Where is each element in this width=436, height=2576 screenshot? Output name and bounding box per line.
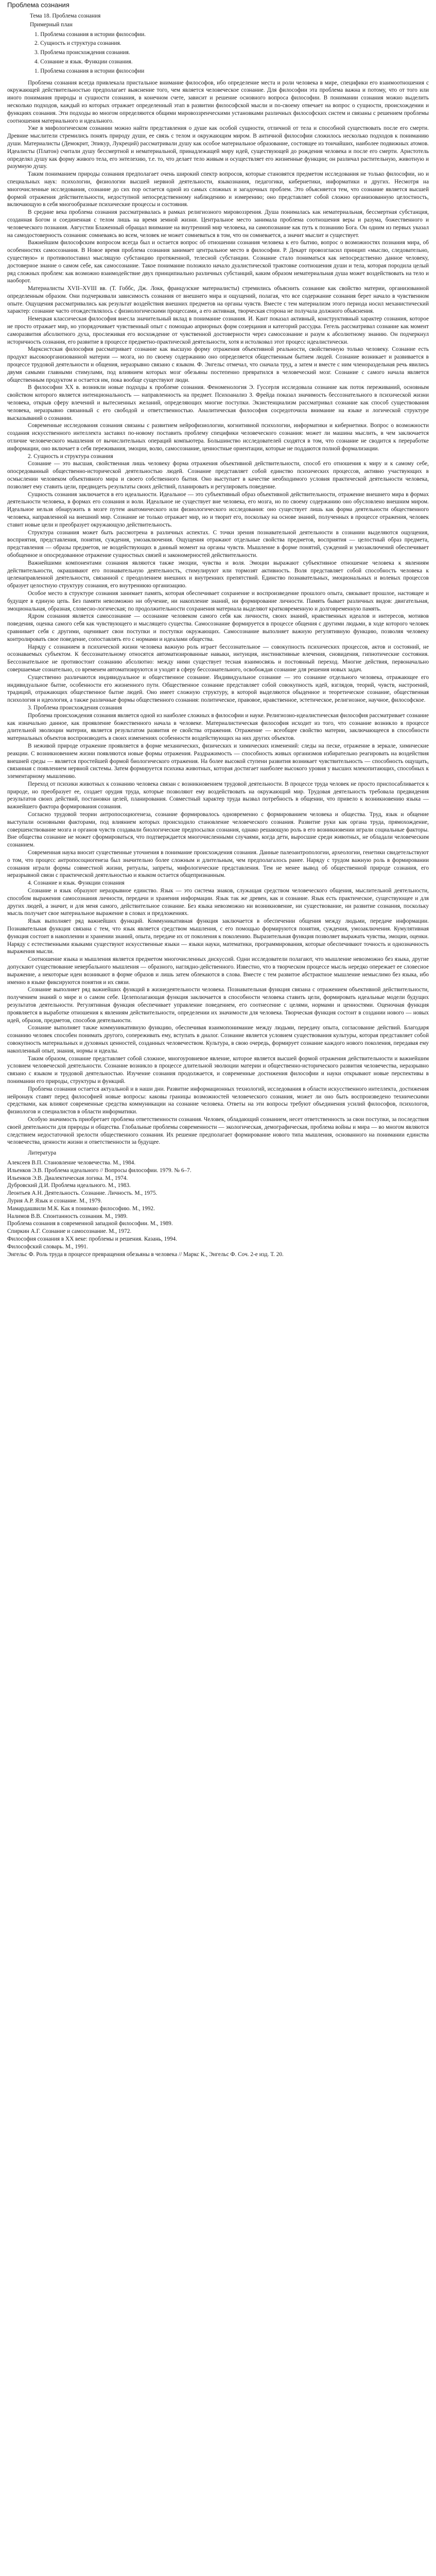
paragraph: В философии XX в. возникли новые подходы к проблеме сознания. Феноменология Э. Гуссерля исследовала сознание как поток переживаний, основным свойством которого является интенциональность — направленность на предмет. Психоанализ З. Фрейда показал значимость бессознательного в психической жизни человека, открыв сферу влечений и вытесненных желаний, определяющих многие поступки. Экзистенциализм рассматривал сознание как способ существования человека, неразрывно связанный с его свободой и ответственностью. Аналитическая философия сосредоточила внимание на языке и логической структуре высказываний о сознании.	[7, 384, 429, 421]
paragraph: В средние века проблема сознания рассматривалась в рамках религиозного мировоззрения. Душа понималась как нематериальная, бессмертная субстанция, созданная Богом и соединенная с телом лишь на время земной жизни. Центральное место занимала проблема соотношения веры и разума, божественного и человеческого познания. Августин Блаженный обращал внимание на внутренний мир человека, на самопознание как путь к познанию Бога. Он одним из первых указал на самодостоверность сознания: сомневаясь во всем, человек не может сомневаться в том, что он сомневается, а значит мыслит и существует.	[7, 209, 429, 239]
paragraph: В неживой природе отражение проявляется в форме механических, физических и химических изменений: следы на песке, отражение в зеркале, химические реакции. С возникновением жизни появляются новые формы отражения. Раздражимость — способность живых организмов избирательно реагировать на воздействия внешней среды — является простейшей формой биологического отражения. На более высокой ступени развития возникает чувствительность — способность ощущать, связанная с появлением нервной системы. Затем формируется психика животных, которая достигает наиболее высокого уровня у высших млекопитающих, способных к элементарному мышлению.	[7, 742, 429, 780]
literature-item: Мамардашвили М.К. Как я понимаю философию. М., 1992.	[7, 1205, 155, 1212]
paragraph: Таким образом, сознание представляет собой сложное, многоуровневое явление, которое является высшей формой отражения действительности и важнейшим условием человеческой деятельности. Сознание возникло в процессе длительной эволюции материи и общественно-исторического развития человечества, неразрывно связано с языком и трудовой деятельностью. Изучение сознания продолжается, и современные достижения философии и науки открывают новые перспективы в понимании его природы, структуры и функций.	[7, 1055, 429, 1084]
literature-item: Философия сознания в XX веке: проблемы и решения. Казань, 1994.	[7, 1235, 177, 1242]
paragraph: Структура сознания может быть рассмотрена в различных аспектах. С точки зрения познавательной деятельности в сознании выделяются ощущения, восприятия, представления, понятия, суждения, умозаключения. Ощущения отражают отдельные свойства предметов, восприятия — целостный образ предмета, представления — образы предметов, не воздействующих в данный момент на органы чувств. Мышление в форме понятий, суждений и умозаключений обеспечивает обобщенное и опосредованное отражение сущностных связей и закономерностей действительности.	[7, 529, 429, 558]
plan-item: 4. Сознание и язык. Функции сознания.	[34, 58, 133, 65]
paragraph: Сознание выполняет также коммуникативную функцию, обеспечивая взаимопонимание между людьми, передачу опыта, согласование действий. Благодаря сознанию человек способен понимать другого, сопереживать ему, вступать в диалог. Сознание является условием существования культуры, которая представляет собой совокупность материальных и духовных ценностей, созданных человечеством. Культура, в свою очередь, формирует сознание каждого нового поколения, передавая ему накопленный опыт, знания, нормы и идеалы.	[7, 1025, 429, 1054]
paragraph: Уже в мифологическом сознании можно найти представления о душе как особой сущности, отличной от тела и способной существовать после его смерти. Древние мыслители стремились понять природу души, ее связь с телом и окружающим миром. В античной философии сложилось несколько подходов к пониманию души. Материалисты (Демокрит, Эпикур, Лукреций) рассматривали душу как особое материальное образование, состоящее из тончайших, наиболее подвижных атомов. Идеалисты (Платон) считали душу бессмертной и нематериальной, принадлежащей миру идей, существующей до рождения человека и после его смерти. Аристотель определял душу как форму живого тела, его энтелехию, т.е. то, что делает тело живым и осуществляет его жизненные функции; он различал растительную, животную и разумную душу.	[7, 125, 429, 170]
paragraph: Соотношение языка и мышления является предметом многочисленных дискуссий. Одни исследователи полагают, что мышление невозможно без языка, другие допускают существование невербального мышления — образного, наглядно-действенного. Известно, что в творческом процессе мысль нередко опережает ее словесное выражение, а некоторые идеи возникают в форме образов и лишь затем облекаются в слова. Вместе с тем развитое абстрактное мышление немыслимо без языка, ибо именно в языке фиксируются понятия и их связи.	[7, 956, 429, 986]
paragraph: Согласно трудовой теории антропосоциогенеза, сознание формировалось одновременно с формированием человека и общества. Труд, язык и общение выступали основными факторами, под влиянием которых происходило становление человеческого сознания. Развитие руки как органа труда, прямохождение, совершенствование мозга и органов чувств создавали биологические предпосылки сознания, однако решающую роль в его возникновении играли социальные факторы. Вне общества сознание не может сформироваться, что подтверждается многочисленными случаями, когда дети, выросшие среди животных, не обладали человеческим сознанием.	[7, 811, 429, 849]
paragraph: Ядром сознания является самосознание — осознание человеком самого себя как личности, своих знаний, нравственных идеалов и интересов, мотивов поведения, оценка самого себя как чувствующего и мыслящего существа. Самосознание формируется в процессе общения с другими людьми, в ходе которого человек сравнивает себя с другими, оценивает свои поступки и поступки окружающих. Самосознание выполняет важную регулятивную функцию, позволяя человеку контролировать свое поведение, сопоставлять его с нормами и идеалами общества.	[7, 613, 429, 642]
literature-item: Энгельс Ф. Роль труда в процессе превращения обезьяны в человека // Маркс К., Энгельс Ф. Соч. 2-е изд. Т. 20.	[7, 1251, 284, 1258]
paragraph: Таким пониманием природы сознания предполагает очень широкий спектр вопросов, которые становятся предметом исследования не только философии, но и специальных наук: психологии, физиологии высшей нервной деятельности, языкознания, педагогики, кибернетики, информатики и других. Несмотря на многочисленные исследования, сознание до сих пор остается одной из самых сложных и загадочных проблем. Это объясняется тем, что сознание является высшей формой отражения действительности, недоступной непосредственному наблюдению и измерению; оно представляет собой сложно организованную целостность, включающую в себя многообразные психические процессы и состояния.	[7, 171, 429, 208]
paragraph: 3. Проблема происхождения сознания	[28, 704, 122, 711]
paragraph: Современные исследования сознания связаны с развитием нейрофизиологии, когнитивной психологии, информатики и кибернетики. Вопрос о возможности создания искусственного интеллекта заставил по-новому поставить проблему специфики человеческого сознания: может ли машина мыслить, в чем заключается отличие человеческого мышления от вычислительных операций компьютера. Большинство исследователей сходятся в том, что сознание не сводится к переработке информации, оно включает в себя переживания, эмоции, волю, самосознание, ценностные ориентации, которые не поддаются полной формализации.	[7, 422, 429, 452]
literature-item: Проблема сознания в современной западной философии. М., 1989.	[7, 1221, 173, 1227]
literature-item: Лурия А.Р. Язык и сознание. М., 1979.	[7, 1197, 102, 1204]
topic-heading: Тема 18. Проблема сознания	[30, 13, 101, 19]
paragraph: 4. Сознание и язык. Функции сознания	[28, 880, 125, 887]
plan-heading: Примерный план	[30, 21, 73, 28]
essay-body	[7, 79, 429, 1147]
literature-heading: Литература	[28, 1150, 57, 1157]
paragraph: Проблема сознания остается актуальной и в наши дни. Развитие информационных технологий, исследования в области искусственного интеллекта, достижения нейронаук ставят перед философией новые вопросы: каковы границы возможностей человеческого сознания, может ли оно быть воспроизведено техническими средствами, как влияют современные средства коммуникации на сознание человека. Ответы на эти вопросы требуют объединения усилий философов, психологов, физиологов и специалистов в области информатики.	[7, 1086, 429, 1115]
literature-item: Ильенков Э.В. Проблема идеального // Вопросы философии. 1979. № 6–7.	[7, 1167, 191, 1174]
paragraph: Особое место в структуре сознания занимает память, которая обеспечивает сохранение и воспроизведение прошлого опыта, связывает прошлое, настоящее и будущее в единую цепь. Без памяти невозможно ни обучение, ни накопление знаний, ни формирование личности. Память бывает различных видов: двигательная, эмоциональная, образная, словесно-логическая; по продолжительности сохранения материала выделяют кратковременную и долговременную память.	[7, 590, 429, 612]
plan-item: 3. Проблема происхождения сознания.	[34, 49, 130, 56]
literature-list	[7, 1159, 429, 1258]
paragraph: Сознание — это высшая, свойственная лишь человеку форма отражения объективной действительности, способ его отношения к миру и к самому себе, опосредованный общественно-исторической деятельностью людей. Сознание представляет собой единство психических процессов, активно участвующих в осмыслении человеком объективного мира и своего собственного бытия. Оно выступает в качестве необходимого условия практической деятельности человека, позволяет ему ставить цели, предвидеть результаты своих действий, планировать и регулировать поведение.	[7, 461, 429, 490]
paragraph: Марксистская философия рассматривает сознание как высшую форму отражения объективной реальности, свойственную только человеку. Сознание есть продукт высокоорганизованной материи — мозга, но по своему содержанию оно определяется общественным бытием людей. Сознание возникает и развивается в процессе трудовой деятельности и общения, неразрывно связано с языком. Ф. Энгельс отмечал, что сначала труд, а затем и вместе с ним членораздельная речь явились двумя самыми главными стимулами, под влиянием которых мозг обезьяны постепенно превратился в человеческий мозг. Сознание с самого начала является общественным продуктом и остается им, пока вообще существуют люди.	[7, 346, 429, 383]
paragraph: Особую значимость приобретает проблема ответственности сознания. Человек, обладающий сознанием, несет ответственность за свои поступки, за последствия своей деятельности для природы и общества. Глобальные проблемы современности — экологическая, демографическая, проблема войны и мира — во многом являются следствием недостаточной зрелости общественного сознания. Их решение предполагает формирование нового типа мышления, основанного на понимании единства человечества, ценности жизни и ответственности за будущее.	[7, 1116, 429, 1146]
literature-item: Дубровский Д.И. Проблема идеального. М., 1983.	[7, 1182, 131, 1189]
literature-item: Леонтьев А.Н. Деятельность. Сознание. Личность. М., 1975.	[7, 1190, 158, 1197]
plan-item: 2. Сущность и структура сознания.	[34, 40, 121, 47]
plan-list	[7, 31, 429, 75]
paragraph: Сознание и язык образуют неразрывное единство. Язык — это система знаков, служащая средством человеческого общения, мыслительной деятельности, способом выражения самосознания личности, передачи и хранения информации. Язык так же древен, как и сознание. Язык есть практическое, существующее и для других людей, а значит, и для меня самого, действительное сознание. Без языка невозможно ни возникновение, ни существование, ни развитие сознания, поскольку мысль получает свое материальное выражение в словах и предложениях.	[7, 888, 429, 917]
paragraph: Важнейшими компонентами сознания являются также эмоции, чувства и воля. Эмоции выражают субъективное отношение человека к явлениям действительности, окрашивают его познавательную деятельность, стимулируют или тормозят активность. Воля представляет собой способность человека к целенаправленной деятельности, связанной с преодолением внешних и внутренних препятствий. Единство познавательных, эмоциональных и волевых процессов образует целостную структуру сознания, его внутреннюю организацию.	[7, 560, 429, 589]
paragraph: Переход от психики животных к сознанию человека связан с возникновением трудовой деятельности. В процессе труда человек не просто приспосабливается к природе, но преобразует ее, создает орудия труда, которые позволяют ему воздействовать на окружающий мир. Трудовая деятельность требовала предвидения результатов своих действий, постановки целей, планирования. Совместный характер труда вызвал потребность в общении, что привело к возникновению языка — важнейшего фактора формирования сознания.	[7, 781, 429, 810]
plan-item: 1. Проблема сознания в истории философии	[34, 67, 145, 74]
document-page	[0, 1, 436, 2576]
paragraph: Сознание выполняет ряд важнейших функций в жизнедеятельности человека. Познавательная функция связана с отражением объективной действительности, получением знаний о мире и о самом себе. Целеполагающая функция заключается в способности человека ставить цели, формировать идеальные модели будущих результатов деятельности. Регулятивная функция обеспечивает управление поведением, его соотнесение с целями, нормами и ценностями. Оценочная функция проявляется в выработке отношения к явлениям действительности, определении их значимости для человека. Творческая функция состоит в создании нового — новых идей, образов, предметов, способов деятельности.	[7, 987, 429, 1024]
paragraph: Немецкая классическая философия внесла значительный вклад в понимание сознания. И. Кант показал активный, конструктивный характер сознания, которое не просто отражает мир, но упорядочивает чувственный опыт с помощью априорных форм созерцания и категорий рассудка. Гегель рассматривал сознание как момент саморазвития абсолютного духа, прослеживая его восхождение от чувственной достоверности через самосознание и разум к абсолютному знанию. Он подчеркнул историчность сознания, его развитие в процессе предметно-практической деятельности, хотя и истолковал этот процесс идеалистически.	[7, 316, 429, 345]
paragraph: Проблема происхождения сознания является одной из наиболее сложных в философии и науке. Религиозно-идеалистическая философия рассматривает сознание как изначально данное, как проявление божественного начала в человеке. Материалистическая философия исходит из того, что сознание возникло в процессе длительной эволюции материи, является результатом развития ее свойства отражения. Отражение — всеобщее свойство материи, заключающееся в способности материальных объектов воспроизводить в своих изменениях особенности воздействующих на них других объектов.	[7, 712, 429, 742]
plan-item: 1. Проблема сознания в истории философии.	[34, 31, 146, 38]
paragraph: Материалисты XVII–XVIII вв. (Т. Гоббс, Дж. Локк, французские материалисты) стремились объяснить сознание как свойство материи, организованной определенным образом. Они подчеркивали зависимость сознания от внешнего мира и ощущений, полагая, что все содержание сознания берет начало в чувственном опыте. Ощущения рассматривались как результат воздействия внешних предметов на органы чувств. Вместе с тем материализм этого периода носил механистический характер: сознание часто отождествлялось с физиологическими процессами, а его активная, творческая сторона не получала должного объяснения.	[7, 285, 429, 315]
literature-item: Ильенков Э.В. Диалектическая логика. М., 1974.	[7, 1175, 128, 1181]
paragraph: Сущность сознания заключается в его идеальности. Идеальное — это субъективный образ объективной действительности, отражение внешнего мира в формах деятельности человека, в формах его сознания и воли. Идеальное не существует вне человека, его мозга, но по своему содержанию оно обусловлено внешним миром. Идеальное нельзя обнаружить в мозге путем анатомического или физиологического исследования: оно существует лишь как форма деятельности общественного человека, направленной на внешний мир. Сознание не только отражает мир, но и творит его, поскольку на основе знаний, полученных в процессе отражения, человек ставит новые цели и преобразует окружающую действительность.	[7, 491, 429, 528]
literature-item: Алексеев В.П. Становление человечества. М., 1984.	[7, 1159, 136, 1166]
literature-item: Налимов В.В. Спонтанность сознания. М., 1989.	[7, 1213, 128, 1219]
paragraph: Проблема сознания всегда привлекала пристальное внимание философов, ибо определение места и роли человека в мире, специфики его взаимоотношения с окружающей действительностью предполагает выяснение того, чем является человеческое сознание. Для философии эта проблема важна и потому, что от того или иного понимания природы и сущности сознания, в конечном счете, зависит и решение основного вопроса философии. В понимании сознания можно выделить несколько подходов, каждый из которых отражает определенный этап в развитии философской мысли и по-своему отвечает на вопрос о сущности, происхождении и функциях сознания. Эти подходы во многом определяются общими мировоззренческими установками различных философских систем и связаны с решением проблемы соотношения материального и идеального.	[7, 79, 429, 124]
literature-item: Философский словарь. М., 1991.	[7, 1243, 88, 1250]
paragraph: Язык выполняет ряд важнейших функций. Коммуникативная функция заключается в обеспечении общения между людьми, передаче информации. Познавательная функция связана с тем, что язык является средством мышления, с его помощью формируются понятия, суждения, умозаключения. Кумулятивная функция состоит в накоплении и хранении знаний, опыта, передаче их от поколения к поколению. Выразительная функция позволяет выражать чувства, эмоции, оценки. Наряду с естественными языками существуют искусственные языки — языки науки, математики, программирования, которые обеспечивают точность и однозначность выражения мысли.	[7, 918, 429, 955]
paragraph: 2. Сущность и структура сознания	[28, 453, 113, 460]
document-title: Проблема сознания	[7, 1, 69, 9]
literature-section	[7, 1149, 429, 1258]
paragraph: Наряду с сознанием в психической жизни человека важную роль играет бессознательное — совокупность психических процессов, актов и состояний, не осознаваемых субъектом. К бессознательному относятся автоматизированные навыки, интуиция, инстинктивные влечения, сновидения, гипнотические состояния. Бессознательное не противостоит сознанию абсолютно: между ними существует тесная взаимосвязь и постоянный переход. Многие действия, первоначально совершаемые сознательно, со временем автоматизируются и уходят в сферу бессознательного, освобождая сознание для решения новых задач.	[7, 643, 429, 673]
paragraph: Важнейшим философским вопросом всегда был и остается вопрос об отношении сознания человека к его бытию, вопрос о возможностях познания мира, об особенностях самосознания. В Новое время проблема сознания занимает центральное место в философии. Р. Декарт провозгласил принцип «мыслю, следовательно, существую» и противопоставил мыслящую субстанцию протяженной, телесной субстанции. Сознание стало пониматься как непосредственно данное человеку, достоверное знание о самом себе, как самосознание. Такое понимание положило начало дуалистической трактовке соотношения души и тела, которая породила целый ряд сложных проблем: как возможно взаимодействие двух принципиально различных субстанций, каким образом нематериальная душа может воздействовать на тело и наоборот.	[7, 240, 429, 284]
paragraph: Современная наука вносит существенные уточнения в понимание происхождения сознания. Данные палеоантропологии, археологии, генетики свидетельствуют о том, что процесс антропосоциогенеза был значительно более сложным и длительным, чем предполагалось ранее. Наряду с трудом важную роль в формировании сознания играли формы совместной жизни, ритуалы, запреты, мифологические представления. Тем не менее вывод об общественной природе сознания, его неразрывной связи с практической деятельностью и языком остается общепризнанным.	[7, 850, 429, 879]
literature-item: Спиркин А.Г. Сознание и самосознание. М., 1972.	[7, 1228, 132, 1235]
paragraph: Существенно различаются индивидуальное и общественное сознание. Индивидуальное сознание — это сознание отдельного человека, отражающее его индивидуальное бытие, особенности его жизненного пути. Общественное сознание представляет собой совокупность идей, взглядов, теорий, чувств, настроений, традиций, отражающих общественное бытие людей. Оно имеет сложную структуру, в которой выделяются обыденное и теоретическое сознание, общественная психология и идеология, а также различные формы общественного сознания: политическое, правовое, нравственное, эстетическое, религиозное, научное, философское.	[7, 674, 429, 704]
